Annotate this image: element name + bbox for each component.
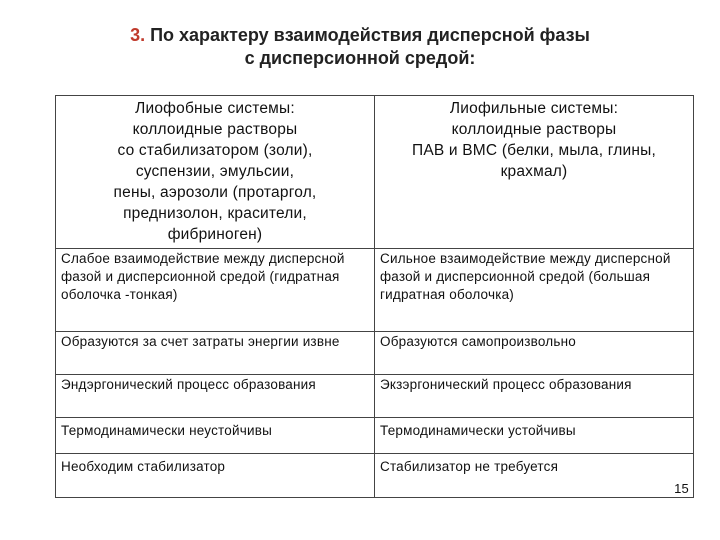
cell-stable: Термодинамически устойчивы bbox=[375, 418, 694, 454]
title-line-1: По характеру взаимодействия дисперсной фазы bbox=[150, 25, 590, 45]
cell-interaction-strong: Сильное взаимодействие между дисперсной фазой и дисперсионной средой (большая гидратная оболочка) bbox=[375, 249, 694, 332]
comparison-table bbox=[55, 95, 694, 498]
table-row bbox=[56, 332, 694, 375]
table-row bbox=[56, 375, 694, 418]
header-lyophilic-text: Лиофильные системы: коллоидные растворы ПАВ и ВМС (белки, мыла, глины, крахмал) bbox=[411, 100, 656, 180]
page-number: 15 bbox=[674, 481, 689, 496]
title-line-2: с дисперсионной средой: bbox=[244, 48, 476, 68]
header-lyophobic-text: Лиофобные системы: коллоидные растворы со стабилизатором (золи), суспензии, эмульсии, пены, аэрозоли (протаргол, преднизолон, красители, фибриноген) bbox=[113, 100, 317, 243]
header-lyophilic bbox=[375, 96, 694, 249]
title-number: 3. bbox=[130, 25, 146, 45]
slide-title bbox=[40, 24, 680, 70]
table-row bbox=[56, 249, 694, 332]
cell-unstable: Термодинамически неустойчивы bbox=[56, 418, 375, 454]
cell-exergonic: Экзэргонический процесс образования bbox=[375, 375, 694, 418]
header-lyophobic bbox=[56, 96, 375, 249]
cell-endergonic: Эндэргонический процесс образования bbox=[56, 375, 375, 418]
cell-stabilizer-not-required bbox=[375, 454, 694, 498]
cell-formation-energy: Образуются за счет затраты энергии извне bbox=[56, 332, 375, 375]
table-row bbox=[56, 454, 694, 498]
table-row bbox=[56, 418, 694, 454]
cell-interaction-weak: Слабое взаимодействие между дисперсной фазой и дисперсионной средой (гидратная оболочка -тонкая) bbox=[56, 249, 375, 332]
cell-formation-spontaneous: Образуются самопроизвольно bbox=[375, 332, 694, 375]
cell-stabilizer-not-required-text: Стабилизатор не требуется bbox=[380, 459, 559, 474]
table-header-row bbox=[56, 96, 694, 249]
cell-stabilizer-required: Необходим стабилизатор bbox=[56, 454, 375, 498]
